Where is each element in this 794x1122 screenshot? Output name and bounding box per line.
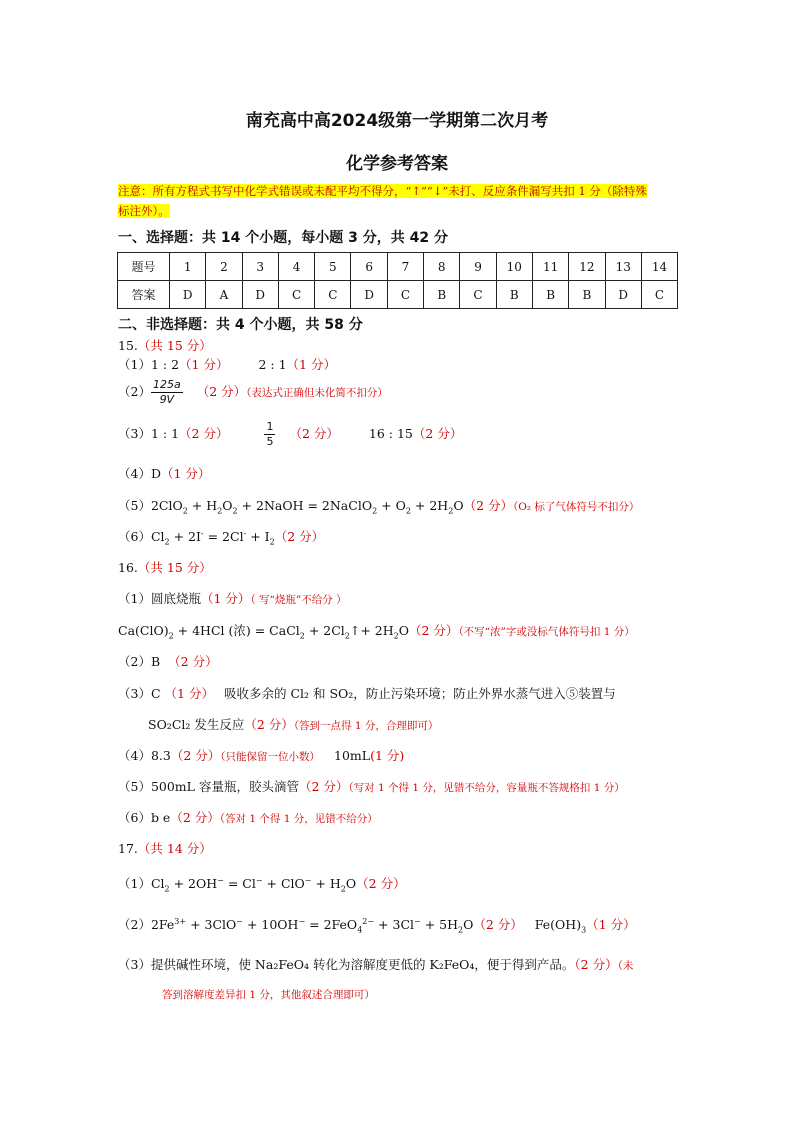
- part-label: （3）: [118, 426, 151, 441]
- q15-part4: [118, 464, 210, 482]
- answer-text: 16 : 15: [368, 426, 413, 441]
- fraction-125a-over-9V: $\frac{125a}{9V}$: [152, 378, 181, 406]
- answer-text: D: [150, 466, 161, 481]
- part-label: （2）: [118, 654, 151, 669]
- page-title: 南充高中高2024级第一学期第二次月考: [245, 111, 549, 131]
- score-tag: （1 分）: [164, 686, 214, 701]
- score-tag: （2 分）: [409, 623, 459, 638]
- explanation-text: 吸收多余的 Cl₂ 和 SO₂，防止污染环境；防止外界水蒸气进入⑤装置与: [223, 686, 616, 701]
- qnum-cell: 14: [641, 253, 677, 281]
- answer-cell: C: [278, 281, 314, 309]
- qnum-cell: 8: [424, 253, 460, 281]
- section1-heading: 一、选择题：共 14 个小题，每小题 3 分，共 42 分: [118, 230, 448, 246]
- part-label: （2）: [118, 917, 151, 932]
- answer-cell: C: [460, 281, 496, 309]
- answer-text: b e: [150, 810, 171, 825]
- part-label: （1）: [118, 876, 151, 891]
- answer-text: 10mL: [334, 748, 371, 763]
- q17-part3-continued: [162, 986, 375, 1002]
- answer-cell: B: [569, 281, 605, 309]
- part-label: （5）: [118, 498, 151, 513]
- score-tag: （2 分）: [196, 384, 247, 399]
- q16-part6: [118, 808, 378, 826]
- score-tag: (1 分): [370, 748, 405, 763]
- score-tag: （2 分）: [179, 426, 229, 441]
- part-label: （1）: [118, 357, 151, 372]
- part-label: （5）: [118, 779, 151, 794]
- part-label: （6）: [118, 810, 151, 825]
- part-label: （6）: [118, 529, 151, 544]
- page-subtitle: 化学参考答案: [346, 154, 448, 174]
- answer-cell: C: [315, 281, 351, 309]
- score-tag: （2 分）: [274, 529, 325, 544]
- grading-note-line1: 注意：所有方程式书写中化学式错误或未配平均不得分，“↑”“↓”未打、反应条件漏写共扣 1 分（除特殊: [118, 184, 647, 198]
- qnum-cell: 2: [206, 253, 242, 281]
- answer-text: 圆底烧瓶: [150, 591, 201, 606]
- q15-number: 15.: [118, 338, 138, 353]
- score-tag: （2 分）: [463, 498, 513, 513]
- answer-row: [118, 281, 678, 309]
- qnum-cell: 7: [387, 253, 423, 281]
- q15-header: [118, 336, 212, 354]
- row-label-answer: 答案: [118, 281, 170, 309]
- part-label: （3）: [118, 686, 151, 701]
- score-tag: （2 分）: [356, 876, 406, 891]
- q16-header: [118, 558, 212, 576]
- q15-total-score: （共 15 分）: [137, 338, 212, 353]
- explanation-text: 提供碱性环境，使 Na₂FeO₄ 转化为溶解度更低的 K₂FeO₄，便于得到产品。: [150, 957, 575, 972]
- chemical-equation: $Cl_2 + 2I^- = 2Cl^- + I_2$: [150, 528, 275, 547]
- qnum-cell: 11: [532, 253, 568, 281]
- grading-remark: （ 写“烧瓶”不给分 ）: [250, 594, 347, 606]
- q15-part5: [118, 496, 639, 516]
- qnum-cell: 1: [170, 253, 206, 281]
- part-label: （4）: [118, 748, 151, 763]
- q16-part5: [118, 777, 625, 795]
- part-label: （3）: [118, 957, 151, 972]
- score-tag: （2 分）: [168, 654, 218, 669]
- score-tag: （2 分）: [574, 957, 618, 972]
- section2-heading: 二、非选择题：共 4 个小题，共 58 分: [118, 317, 363, 333]
- score-tag: （2 分）: [412, 426, 463, 441]
- part-label: （4）: [118, 466, 151, 481]
- answer-cell: D: [242, 281, 278, 309]
- chemical-equation: $2Fe^{3+} + 3ClO^- + 10OH^- = 2FeO_4^{2-} + 3Cl^- + 5H_2O$: [150, 916, 474, 935]
- grading-remark: （O₂ 标了气体符号不扣分）: [513, 501, 640, 513]
- qnum-cell: 5: [315, 253, 351, 281]
- grading-remark: （答到一点得 1 分，合理即可）: [293, 720, 439, 732]
- answer-text: 1 : 1: [150, 426, 180, 441]
- q16-equation: [118, 621, 635, 641]
- answer-text: B: [150, 654, 161, 669]
- chemical-equation: $Ca(ClO)_2 + 4HCl$ (浓) = CaCl$_2$ + $2Cl_2↑+ 2H_2O$: [118, 623, 409, 641]
- qnum-cell: 4: [278, 253, 314, 281]
- part-label: （2）: [118, 384, 151, 399]
- chemical-equation: $Cl_2 + 2OH^- = Cl^- + ClO^- + H_2O$: [150, 875, 357, 894]
- score-tag: （1 分）: [200, 591, 251, 606]
- q15-part3: [118, 420, 462, 449]
- q15-part1: [118, 355, 336, 373]
- grading-remark: （不写“浓”字或没标气体符号扣 1 分）: [458, 626, 635, 638]
- part-label: （1）: [118, 591, 151, 606]
- row-label-number: 题号: [118, 253, 170, 281]
- answer-text: 8.3: [150, 748, 171, 763]
- q16-part4: [118, 746, 404, 764]
- question-number-row: [118, 253, 678, 281]
- grading-note: [118, 181, 678, 221]
- chemical-equation: $2ClO_2 + H_2O_2$ + 2NaOH = 2NaClO$_2$ + $O_2 + 2H_2O$: [150, 498, 464, 516]
- answer-cell: D: [605, 281, 641, 309]
- q16-part3: [118, 684, 616, 702]
- q17-number: 17.: [118, 841, 138, 856]
- qnum-cell: 13: [605, 253, 641, 281]
- q15-part2: [118, 378, 388, 407]
- qnum-cell: 6: [351, 253, 387, 281]
- answer-cell: D: [170, 281, 206, 309]
- chemical-formula: $Fe(OH)_3$: [534, 917, 587, 935]
- answer-cell: D: [351, 281, 387, 309]
- score-tag: （2 分）: [289, 426, 339, 441]
- grading-remark: （表达式正确但未化简不扣分）: [246, 387, 388, 399]
- answer-cell: B: [424, 281, 460, 309]
- q16-total-score: （共 15 分）: [137, 560, 212, 575]
- grading-remark: （答对 1 个得 1 分，见错不给分）: [219, 813, 378, 825]
- grading-remark: （只能保留一位小数）: [220, 751, 321, 763]
- answer-cell: A: [206, 281, 242, 309]
- grading-remark: （未: [617, 960, 634, 972]
- grading-remark: （写对 1 个得 1 分，见错不给分，容量瓶不答规格扣 1 分）: [348, 782, 625, 794]
- q16-number: 16.: [118, 560, 138, 575]
- answer-text: 1 : 2: [150, 357, 180, 372]
- score-tag: （1 分）: [586, 917, 636, 932]
- answer-cell: B: [532, 281, 568, 309]
- qnum-cell: 3: [242, 253, 278, 281]
- fraction-1-over-5: $\frac{1}{5}$: [266, 420, 274, 448]
- score-tag: （1 分）: [179, 357, 229, 372]
- score-tag: （1 分）: [286, 357, 336, 372]
- qnum-cell: 12: [569, 253, 605, 281]
- multiple-choice-answer-table: [117, 252, 678, 309]
- q17-header: [118, 839, 212, 857]
- q17-part3: [118, 955, 633, 973]
- score-tag: （2 分）: [170, 748, 221, 763]
- qnum-cell: 10: [496, 253, 532, 281]
- grading-remark: 答到溶解度差异扣 1 分，其他叙述合理即可）: [162, 989, 375, 1001]
- q16-part3-continued: [148, 715, 438, 733]
- answer-text: 500mL 容量瓶，胶头滴管: [150, 779, 299, 794]
- score-tag: （2 分）: [473, 917, 523, 932]
- score-tag: （2 分）: [298, 779, 349, 794]
- answer-text: C: [150, 686, 161, 701]
- q16-part1: [118, 589, 347, 607]
- q17-part2: [118, 915, 636, 935]
- explanation-text: SO₂Cl₂ 发生反应: [148, 717, 245, 732]
- q16-part2: [118, 652, 218, 670]
- score-tag: （1 分）: [160, 466, 211, 481]
- answer-cell: C: [641, 281, 677, 309]
- answer-text: 2 : 1: [258, 357, 287, 372]
- score-tag: （2 分）: [170, 810, 220, 825]
- q15-part6: [118, 527, 324, 547]
- grading-note-line2: 标注外）。: [118, 204, 170, 218]
- q17-part1: [118, 874, 406, 894]
- q17-total-score: （共 14 分）: [137, 841, 212, 856]
- answer-cell: B: [496, 281, 532, 309]
- qnum-cell: 9: [460, 253, 496, 281]
- answer-cell: C: [387, 281, 423, 309]
- score-tag: （2 分）: [244, 717, 294, 732]
